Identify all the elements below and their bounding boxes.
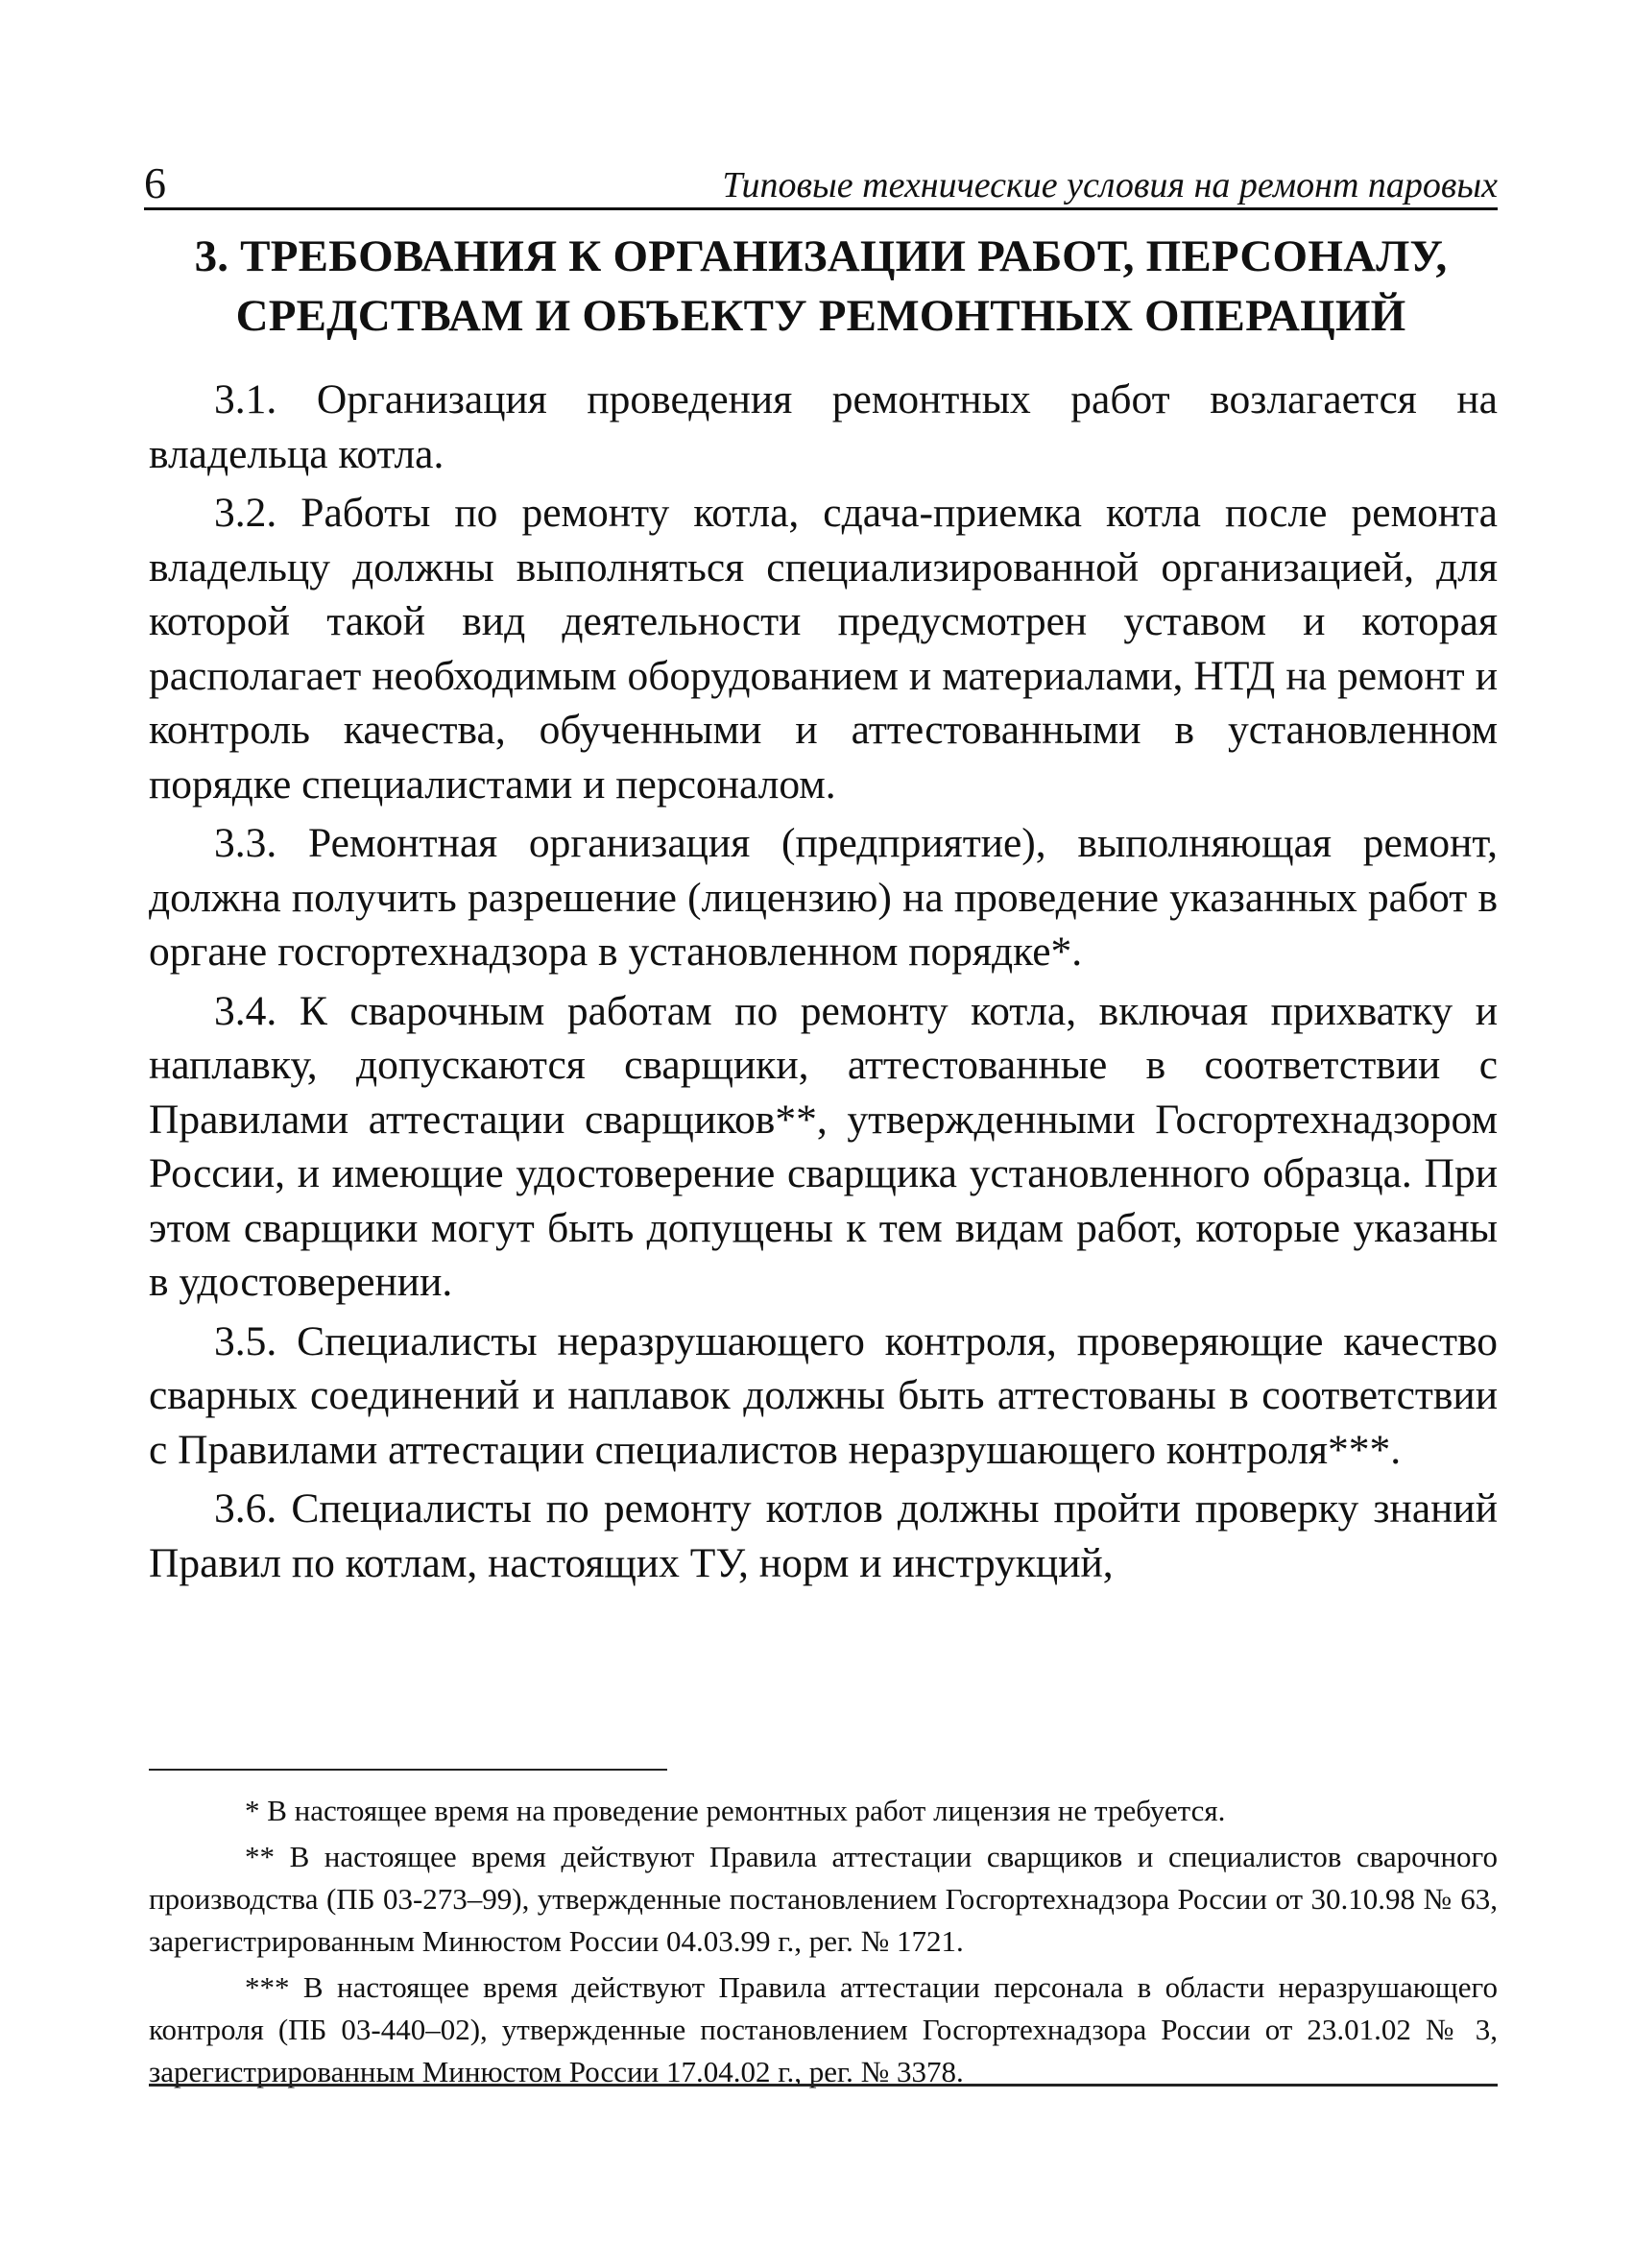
section-title-line-1: 3. ТРЕБОВАНИЯ К ОРГАНИЗАЦИИ РАБОТ, ПЕРСОНАЛУ, — [194, 231, 1448, 281]
bottom-rule — [149, 2084, 1498, 2087]
section-title-line-2: СРЕДСТВАМ И ОБЪЕКТУ РЕМОНТНЫХ ОПЕРАЦИЙ — [235, 291, 1406, 341]
section-title — [144, 227, 1498, 346]
paragraph-3-5: 3.5. Специалисты неразрушающего контроля, проверяющие качество сварных соединений и наплавок должны быть аттестованы в соответствии с Правилами аттестации специалистов неразрушающего контроля***. — [149, 1317, 1498, 1473]
footnotes — [149, 1790, 1498, 2097]
footnote-2: ** В настоящее время действуют Правила аттестации сварщиков и специалистов сварочного производства (ПБ 03-273–99), утвержденные постановлением Госгортехнадзора России от 30.10.98 № 63, зарегистрированным Минюстом России 04.03.99 г., рег. № 1721. — [149, 1840, 1498, 1958]
footnote-3: *** В настоящее время действуют Правила аттестации персонала в области неразрушающего контроля (ПБ 03-440–02), утвержденные постановлением Госгортехнадзора России от 23.01.02 № 3, зарегистрированным Минюстом России 17.04.02 г., рег. № 3378. — [149, 1970, 1498, 2088]
footnote-divider — [149, 1769, 667, 1771]
body-text — [149, 373, 1498, 1595]
paragraph-3-1: 3.1. Организация проведения ремонтных работ возлагается на владельца котла. — [149, 376, 1498, 477]
paragraph-3-2: 3.2. Работы по ремонту котла, сдача-приемка котла после ремонта владельцу должны выполняться специализированной организацией, для которой такой вид деятельности предусмотрен уставом и которая располагает необходимым оборудованием и материалами, НТД на ремонт и контроль качества, обученными и аттестованными в установленном порядке специалистами и персоналом. — [149, 490, 1498, 808]
running-title: Типовые технические условия на ремонт паровых — [722, 165, 1498, 205]
running-header — [144, 154, 1498, 210]
page-number: 6 — [144, 158, 166, 207]
paragraph-3-6: 3.6. Специалисты по ремонту котлов должны пройти проверку знаний Правил по котлам, настоящих ТУ, норм и инструкций, — [149, 1485, 1498, 1586]
footnote-1: * В настоящее время на проведение ремонтных работ лицензия не требуется. — [245, 1794, 1226, 1827]
paragraph-3-3: 3.3. Ремонтная организация (предприятие), выполняющая ремонт, должна получить разрешение (лицензию) на проведение указанных работ в органе госгортехнадзора в установленном порядке*. — [149, 820, 1498, 975]
paragraph-3-4: 3.4. К сварочным работам по ремонту котла, включая прихватку и наплавку, допускаются сварщики, аттестованные в соответствии с Правилами аттестации сварщиков**, утвержденными Госгортехнадзором России, и имеющие удостоверение сварщика установленного образца. При этом сварщики могут быть допущены к тем видам работ, которые указаны в удостоверении. — [149, 987, 1498, 1305]
